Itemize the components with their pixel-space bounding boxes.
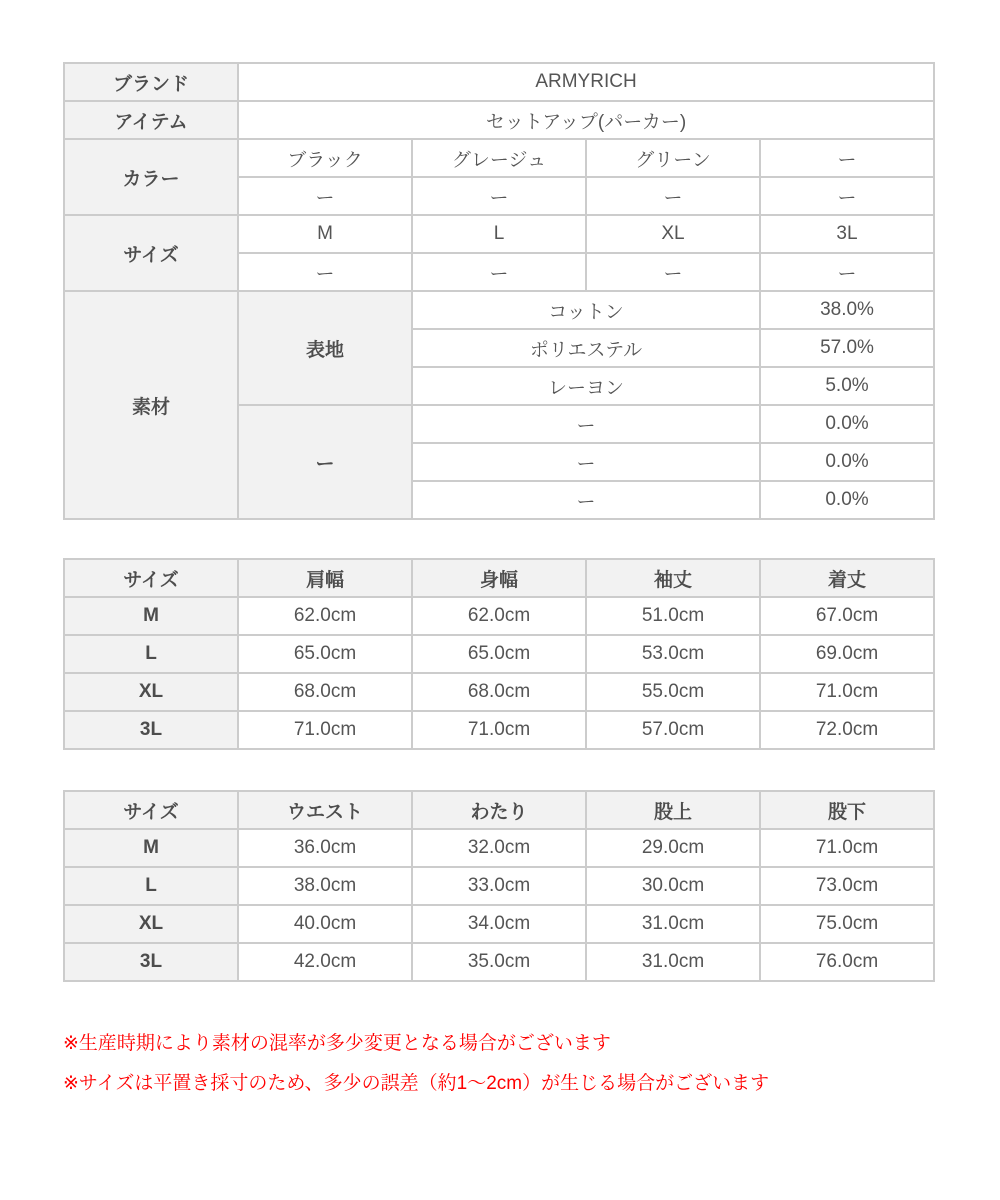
- measurement-cell: 53.0cm: [586, 635, 760, 673]
- material-group-label: ー: [238, 405, 412, 519]
- table-row: [64, 673, 934, 711]
- table-row: [64, 905, 934, 943]
- measurement-cell: 38.0cm: [238, 867, 412, 905]
- size-option-cell: ー: [238, 253, 412, 291]
- color-option-cell: ー: [412, 177, 586, 215]
- size-option-cell: L: [412, 215, 586, 253]
- measurement-cell: 33.0cm: [412, 867, 586, 905]
- measurement-cell: 65.0cm: [412, 635, 586, 673]
- column-header: わたり: [412, 791, 586, 829]
- row-header-size: 3L: [64, 943, 238, 981]
- measurement-cell: 71.0cm: [760, 829, 934, 867]
- measurement-cell: 68.0cm: [238, 673, 412, 711]
- row-header-size: L: [64, 867, 238, 905]
- table-row: [64, 597, 934, 635]
- material-pct-cell: 0.0%: [760, 443, 934, 481]
- size-option-cell: ー: [760, 253, 934, 291]
- size-option-cell: ー: [586, 253, 760, 291]
- column-header: 股上: [586, 791, 760, 829]
- material-name-cell: ー: [412, 443, 760, 481]
- measurement-cell: 34.0cm: [412, 905, 586, 943]
- material-pct-cell: 0.0%: [760, 481, 934, 519]
- table-header-row: [64, 791, 934, 829]
- measurement-cell: 75.0cm: [760, 905, 934, 943]
- tops-size-table: [63, 558, 935, 750]
- disclaimer-notes: [63, 1024, 935, 1104]
- measurement-cell: 73.0cm: [760, 867, 934, 905]
- brand-label: ブランド: [64, 63, 238, 101]
- measurement-cell: 65.0cm: [238, 635, 412, 673]
- row-header-size: M: [64, 829, 238, 867]
- material-row: [64, 291, 934, 329]
- measurement-cell: 62.0cm: [238, 597, 412, 635]
- table-header-row: [64, 559, 934, 597]
- material-pct-cell: 57.0%: [760, 329, 934, 367]
- measurement-cell: 57.0cm: [586, 711, 760, 749]
- measurement-cell: 51.0cm: [586, 597, 760, 635]
- color-row-1: [64, 139, 934, 177]
- material-name-cell: コットン: [412, 291, 760, 329]
- size-option-cell: 3L: [760, 215, 934, 253]
- measurement-cell: 71.0cm: [412, 711, 586, 749]
- measurement-cell: 69.0cm: [760, 635, 934, 673]
- size-option-cell: M: [238, 215, 412, 253]
- note-material-disclaimer: ※生産時期により素材の混率が多少変更となる場合がございます: [63, 1033, 611, 1054]
- material-label: 素材: [64, 291, 238, 519]
- material-group-label: 表地: [238, 291, 412, 405]
- material-name-cell: レーヨン: [412, 367, 760, 405]
- item-value: セットアップ(パーカー): [238, 101, 934, 139]
- measurement-cell: 55.0cm: [586, 673, 760, 711]
- measurement-cell: 71.0cm: [238, 711, 412, 749]
- material-pct-cell: 0.0%: [760, 405, 934, 443]
- color-option-cell: ー: [586, 177, 760, 215]
- note-size-disclaimer: ※サイズは平置き採寸のため、多少の誤差（約1～2cm）が生じる場合がございます: [63, 1073, 770, 1094]
- measurement-cell: 36.0cm: [238, 829, 412, 867]
- color-option-cell: グレージュ: [412, 139, 586, 177]
- column-header: 肩幅: [238, 559, 412, 597]
- measurement-cell: 29.0cm: [586, 829, 760, 867]
- material-pct-cell: 38.0%: [760, 291, 934, 329]
- row-header-size: M: [64, 597, 238, 635]
- material-name-cell: ー: [412, 405, 760, 443]
- brand-value: ARMYRICH: [238, 63, 934, 101]
- measurement-cell: 31.0cm: [586, 943, 760, 981]
- row-header-size: L: [64, 635, 238, 673]
- measurement-cell: 31.0cm: [586, 905, 760, 943]
- measurement-cell: 62.0cm: [412, 597, 586, 635]
- column-header: サイズ: [64, 559, 238, 597]
- color-option-cell: ブラック: [238, 139, 412, 177]
- brand-row: [64, 63, 934, 101]
- measurement-cell: 32.0cm: [412, 829, 586, 867]
- color-option-cell: グリーン: [586, 139, 760, 177]
- size-label: サイズ: [64, 215, 238, 291]
- row-header-size: XL: [64, 673, 238, 711]
- measurement-cell: 40.0cm: [238, 905, 412, 943]
- item-row: [64, 101, 934, 139]
- column-header: 股下: [760, 791, 934, 829]
- measurement-cell: 35.0cm: [412, 943, 586, 981]
- measurement-cell: 72.0cm: [760, 711, 934, 749]
- row-header-size: 3L: [64, 711, 238, 749]
- measurement-cell: 42.0cm: [238, 943, 412, 981]
- measurement-cell: 76.0cm: [760, 943, 934, 981]
- material-name-cell: ー: [412, 481, 760, 519]
- measurement-cell: 67.0cm: [760, 597, 934, 635]
- table-row: [64, 829, 934, 867]
- column-header: サイズ: [64, 791, 238, 829]
- product-spec-table: [63, 62, 935, 520]
- item-label: アイテム: [64, 101, 238, 139]
- measurement-cell: 30.0cm: [586, 867, 760, 905]
- table-row: [64, 867, 934, 905]
- table-row: [64, 711, 934, 749]
- bottoms-size-table: [63, 790, 935, 982]
- table-row: [64, 943, 934, 981]
- column-header: 着丈: [760, 559, 934, 597]
- color-label: カラー: [64, 139, 238, 215]
- size-row-1: [64, 215, 934, 253]
- size-option-cell: XL: [586, 215, 760, 253]
- color-option-cell: ー: [760, 177, 934, 215]
- column-header: ウエスト: [238, 791, 412, 829]
- column-header: 袖丈: [586, 559, 760, 597]
- measurement-cell: 71.0cm: [760, 673, 934, 711]
- column-header: 身幅: [412, 559, 586, 597]
- color-option-cell: ー: [238, 177, 412, 215]
- material-name-cell: ポリエステル: [412, 329, 760, 367]
- row-header-size: XL: [64, 905, 238, 943]
- measurement-cell: 68.0cm: [412, 673, 586, 711]
- color-option-cell: ー: [760, 139, 934, 177]
- table-row: [64, 635, 934, 673]
- material-pct-cell: 5.0%: [760, 367, 934, 405]
- size-option-cell: ー: [412, 253, 586, 291]
